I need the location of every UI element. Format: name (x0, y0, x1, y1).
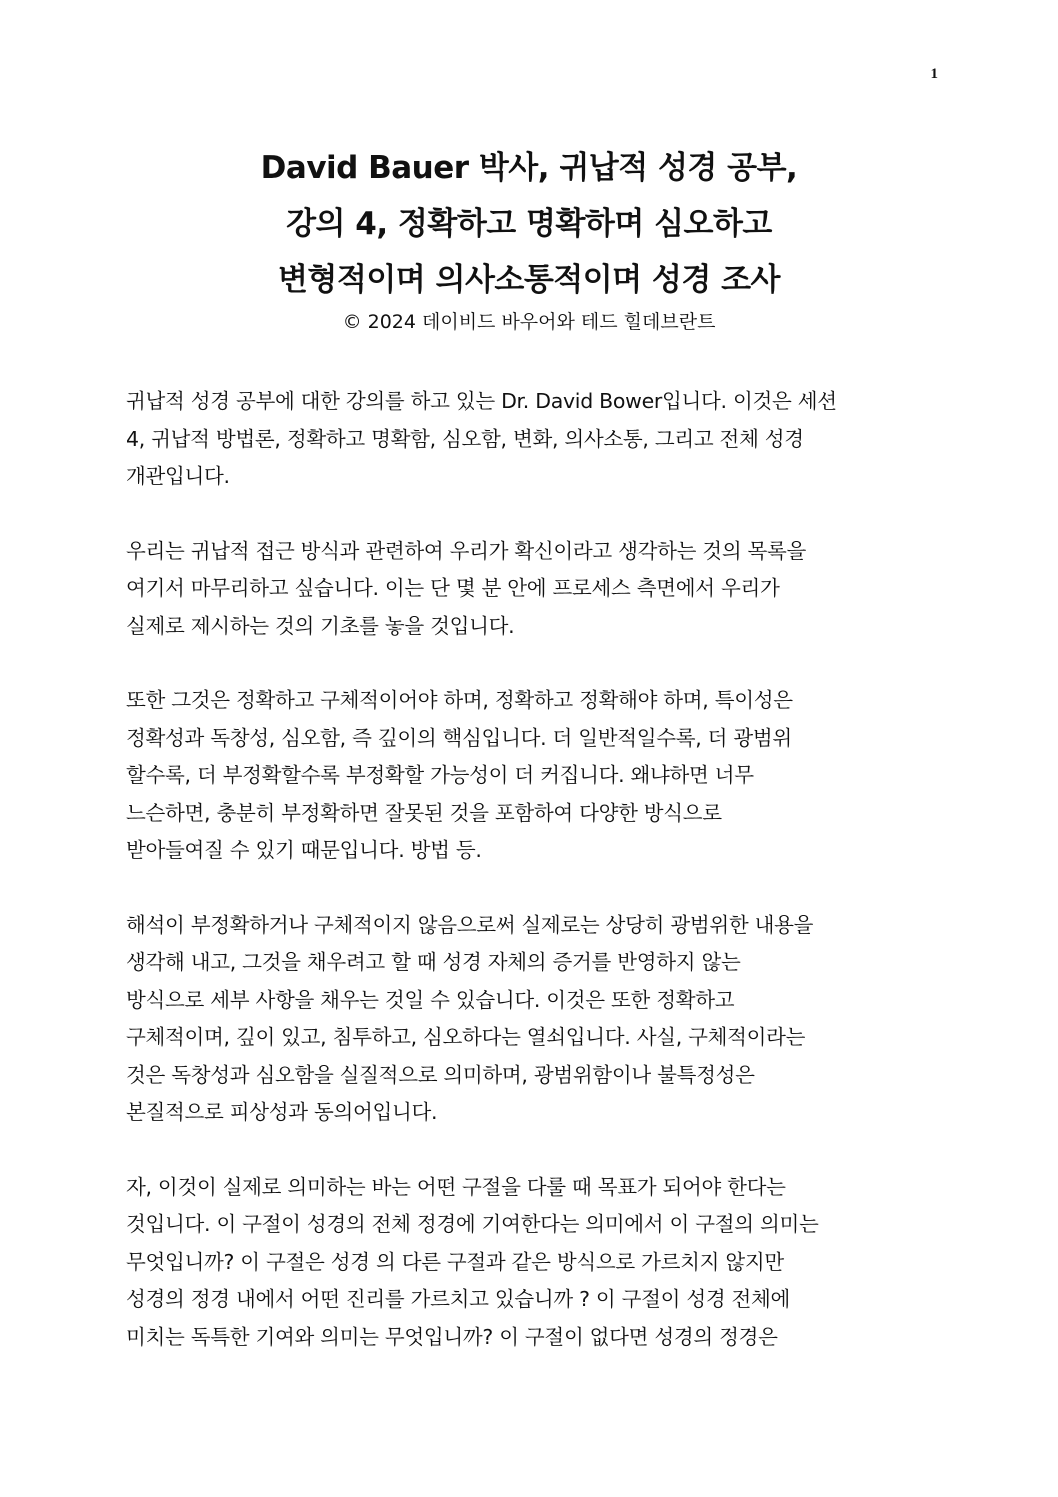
text-line: 자, 이것이 실제로 의미하는 바는 어떤 구절을 다룰 때 목표가 되어야 한다는 (126, 1174, 786, 1199)
text-line: 여기서 마무리하고 싶습니다. 이는 단 몇 분 안에 프로세스 측면에서 우리가 (126, 576, 780, 600)
text-line: 할수록, 더 부정확할수록 부정확할 가능성이 더 커집니다. 왜냐하면 너무 (126, 763, 754, 787)
text-line: 느슨하면, 충분히 부정확하면 잘못된 것을 포함하여 다양한 방식으로 (126, 800, 722, 825)
title-line: 변형적이며 의사소통적이며 성경 조사 (277, 262, 780, 298)
text-line: 4, 귀납적 방법론, 정확하고 명확함, 심오함, 변화, 의사소통, 그리고 전체 성경 (126, 426, 804, 451)
title-block (100, 140, 958, 336)
text-line: 우리는 귀납적 접근 방식과 관련하여 우리가 확신이라고 생각하는 것의 목록을 (126, 538, 807, 563)
paragraph (126, 533, 926, 646)
page-number: 1 (930, 66, 938, 82)
paragraph (126, 907, 926, 1132)
text-line: 귀납적 성경 공부에 대한 강의를 하고 있는 Dr. David Bower입니다. 이것은 세션 (126, 389, 837, 413)
text-line: 미치는 독특한 기여와 의미는 무엇입니까? 이 구절이 없다면 성경의 정경은 (126, 1324, 778, 1349)
title-line: David Bauer 박사, 귀납적 성경 공부, (260, 150, 798, 186)
text-line: 또한 그것은 정확하고 구체적이어야 하며, 정확하고 정확해야 하며, 특이성은 (126, 688, 793, 712)
paragraph (126, 383, 926, 496)
text-line: 정확성과 독창성, 심오함, 즉 깊이의 핵심입니다. 더 일반적일수록, 더 광범위 (126, 725, 792, 750)
text-line: 성경의 정경 내에서 어떤 진리를 가르치고 있습니까 ? 이 구절이 성경 전체에 (126, 1287, 791, 1311)
text-line: 해석이 부정확하거나 구체적이지 않음으로써 실제로는 상당히 광범위한 내용을 (126, 912, 814, 937)
body-text (126, 383, 926, 1393)
text-line: 것은 독창성과 심오함을 실질적으로 의미하며, 광범위함이나 불특정성은 (126, 1062, 755, 1087)
text-line: 받아들여질 수 있기 때문입니다. 방법 등. (126, 838, 482, 862)
paragraph (126, 1169, 926, 1357)
text-line: 생각해 내고, 그것을 채우려고 할 때 성경 자체의 증거를 반영하지 않는 (126, 950, 741, 974)
text-line: 방식으로 세부 사항을 채우는 것일 수 있습니다. 이것은 또한 정확하고 (126, 987, 735, 1012)
title-line: 강의 4, 정확하고 명확하며 심오하고 (286, 206, 772, 242)
paragraph (126, 682, 926, 870)
text-line: 구체적이며, 깊이 있고, 침투하고, 심오하다는 열쇠입니다. 사실, 구체적이라는 (126, 1025, 806, 1049)
text-line: 개관입니다. (126, 464, 230, 488)
text-line: 것입니다. 이 구절이 성경의 전체 정경에 기여한다는 의미에서 이 구절의 의미는 (126, 1212, 819, 1236)
text-line: 실제로 제시하는 것의 기초를 놓을 것입니다. (126, 613, 515, 638)
text-line: 본질적으로 피상성과 동의어입니다. (126, 1100, 438, 1124)
text-line: 무엇입니까? 이 구절은 성경 의 다른 구절과 같은 방식으로 가르치지 않지만 (126, 1249, 784, 1274)
copyright-line: © 2024 데이비드 바우어와 테드 힐데브란트 (342, 311, 716, 333)
